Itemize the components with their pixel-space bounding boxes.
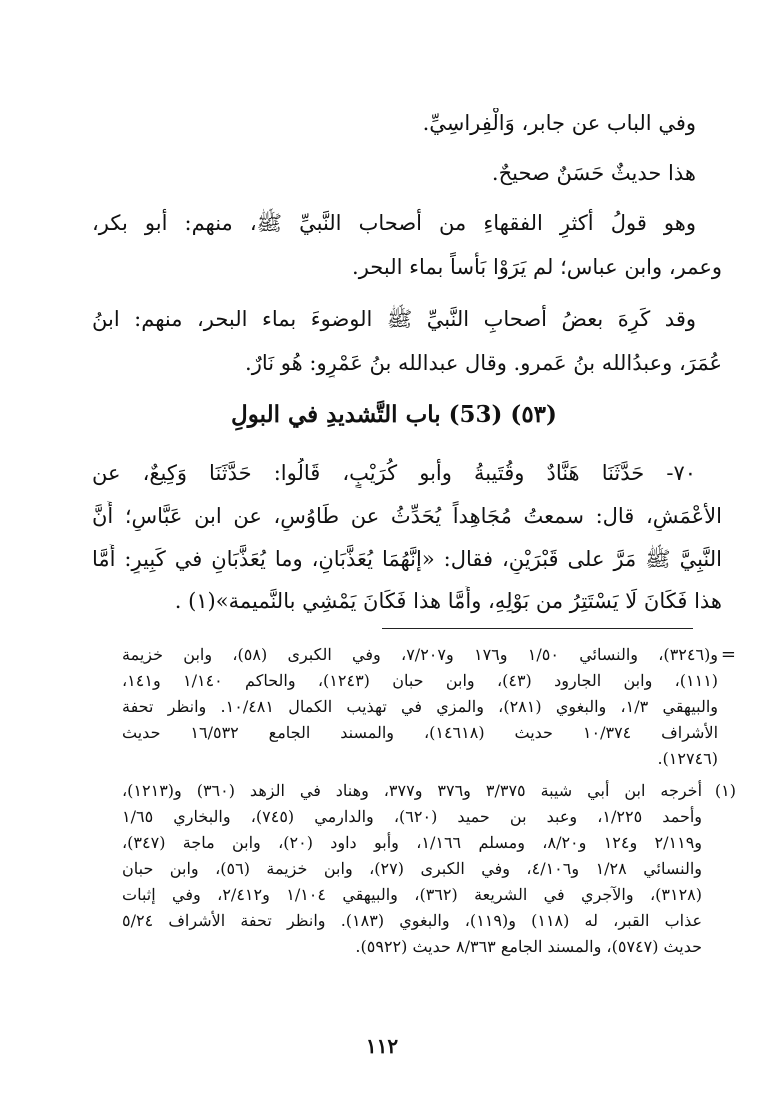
page-number: ١١٢ — [365, 1034, 399, 1058]
footnote-line: الأشراف ١٠/٣٧٤ حديث (١٤٦١٨)، والمسند الجامع ١٦/٥٣٢ حديث — [122, 723, 718, 742]
footnote-line: حديث (٥٧٤٧)، والمسند الجامع ٨/٣٦٣ حديث (٥٩٢٢). — [355, 937, 702, 956]
chapter-heading: (٥٣) (53) باب التَّشديدِ في البولِ — [231, 401, 557, 428]
footnote-continuation-marker: = — [720, 644, 736, 665]
para4-line: عُمَرَ، وعبدُالله بنُ عَمرو. وقال عبدالله بنُ عَمْرٍو: هُو نَارٌ. — [245, 351, 722, 375]
footnote-line: (١٢٧٤٦). — [657, 749, 718, 768]
footnote-separator — [382, 628, 693, 629]
hadith-line: ٧٠- حَدَّثَنَا هَنَّادٌ وقُتَيبةُ وأبو كُرَيْبٍ، قَالُوا: حَدَّثَنَا وَكِيعٌ، عن — [92, 461, 696, 485]
footnote-line: أخرجه ابن أبي شيبة ٣/٣٧٥ و٣٧٦ و٣٧٧، وهناد في الزهد (٣٦٠) و(١٢١٣)، — [122, 781, 702, 800]
footnote-line: وأحمد ١/٢٢٥، وعبد بن حميد (٦٢٠)، والدارمي (٧٤٥)، والبخاري ١/٦٥ — [122, 807, 702, 826]
para3-line: وهو قولُ أكثرِ الفقهاءِ من أصحاب النَّبيِّ ﷺ، منهم: أبو بكر، — [92, 211, 696, 235]
para2-line: هذا حديثٌ حَسَنٌ صحيحٌ. — [491, 161, 696, 185]
footnote-line: (٣١٢٨)، والآجري في الشريعة (٣٦٢)، والبيهقي ١/١٠٤ و٢/٤١٢، وفي إثبات — [122, 885, 702, 904]
footnote-line: والبيهقي ١/٣، والبغوي (٢٨١)، والمزي في تهذيب الكمال ١٠/٤٨١. وانظر تحفة — [122, 697, 718, 716]
footnote-line: والنسائي ١/٢٨ و٤/١٠٦، وفي الكبرى (٢٧)، وابن خزيمة (٥٦)، وابن حبان — [122, 859, 702, 878]
hadith-line: الأعْمَشِ، قال: سمعتُ مُجَاهِداً يُحَدِّثُ عن طَاوُسٍ، عن ابن عَبَّاسٍ؛ أَنَّ — [92, 504, 722, 528]
hadith-line: هذا فَكَانَ لَا يَسْتَتِرُ من بَوْلِهِ، وأَمَّا هذا فَكَانَ يَمْشِي بالنَّميمة»(١) . — [174, 589, 722, 613]
hadith-line: النَّبِيَّ ﷺ مَرَّ على قَبْرَيْنِ، فقال: «إنَّهُمَا يُعَذَّبَانِ، وما يُعَذَّبَانِ في كَبِيرٍ: أَمَّا — [92, 547, 722, 571]
para3-line: وعمر، وابن عباس؛ لم يَرَوْا بَأْساً بماء البحر. — [352, 255, 722, 279]
footnote-number: (١) — [714, 781, 736, 800]
para1-line: وفي الباب عن جابر، وَالْفِراسِيِّ. — [422, 111, 696, 135]
footnote-line: عذاب القبر، له (١١٨) و(١١٩)، والبغوي (١٨٣). وانظر تحفة الأشراف ٥/٢٤ — [122, 911, 702, 930]
footnote-line: و(٣٢٤٦)، والنسائي ١/٥٠ و١٧٦ و٧/٢٠٧، وفي الكبرى (٥٨)، وابن خزيمة — [122, 645, 718, 664]
para4-line: وقد كَرِهَ بعضُ أصحابِ النَّبيِّ ﷺ الوضوءَ بماء البحر، منهم: ابنُ — [92, 307, 696, 331]
footnote-line: (١١١)، وابن الجارود (٤٣)، وابن حبان (١٢٤٣)، والحاكم ١/١٤٠ و١٤١، — [122, 671, 718, 690]
footnote-line: و٢/١١٩ و١٢٤ و٨/٢٠، ومسلم ١/١٦٦، وأبو داود (٢٠)، وابن ماجة (٣٤٧)، — [122, 833, 702, 852]
